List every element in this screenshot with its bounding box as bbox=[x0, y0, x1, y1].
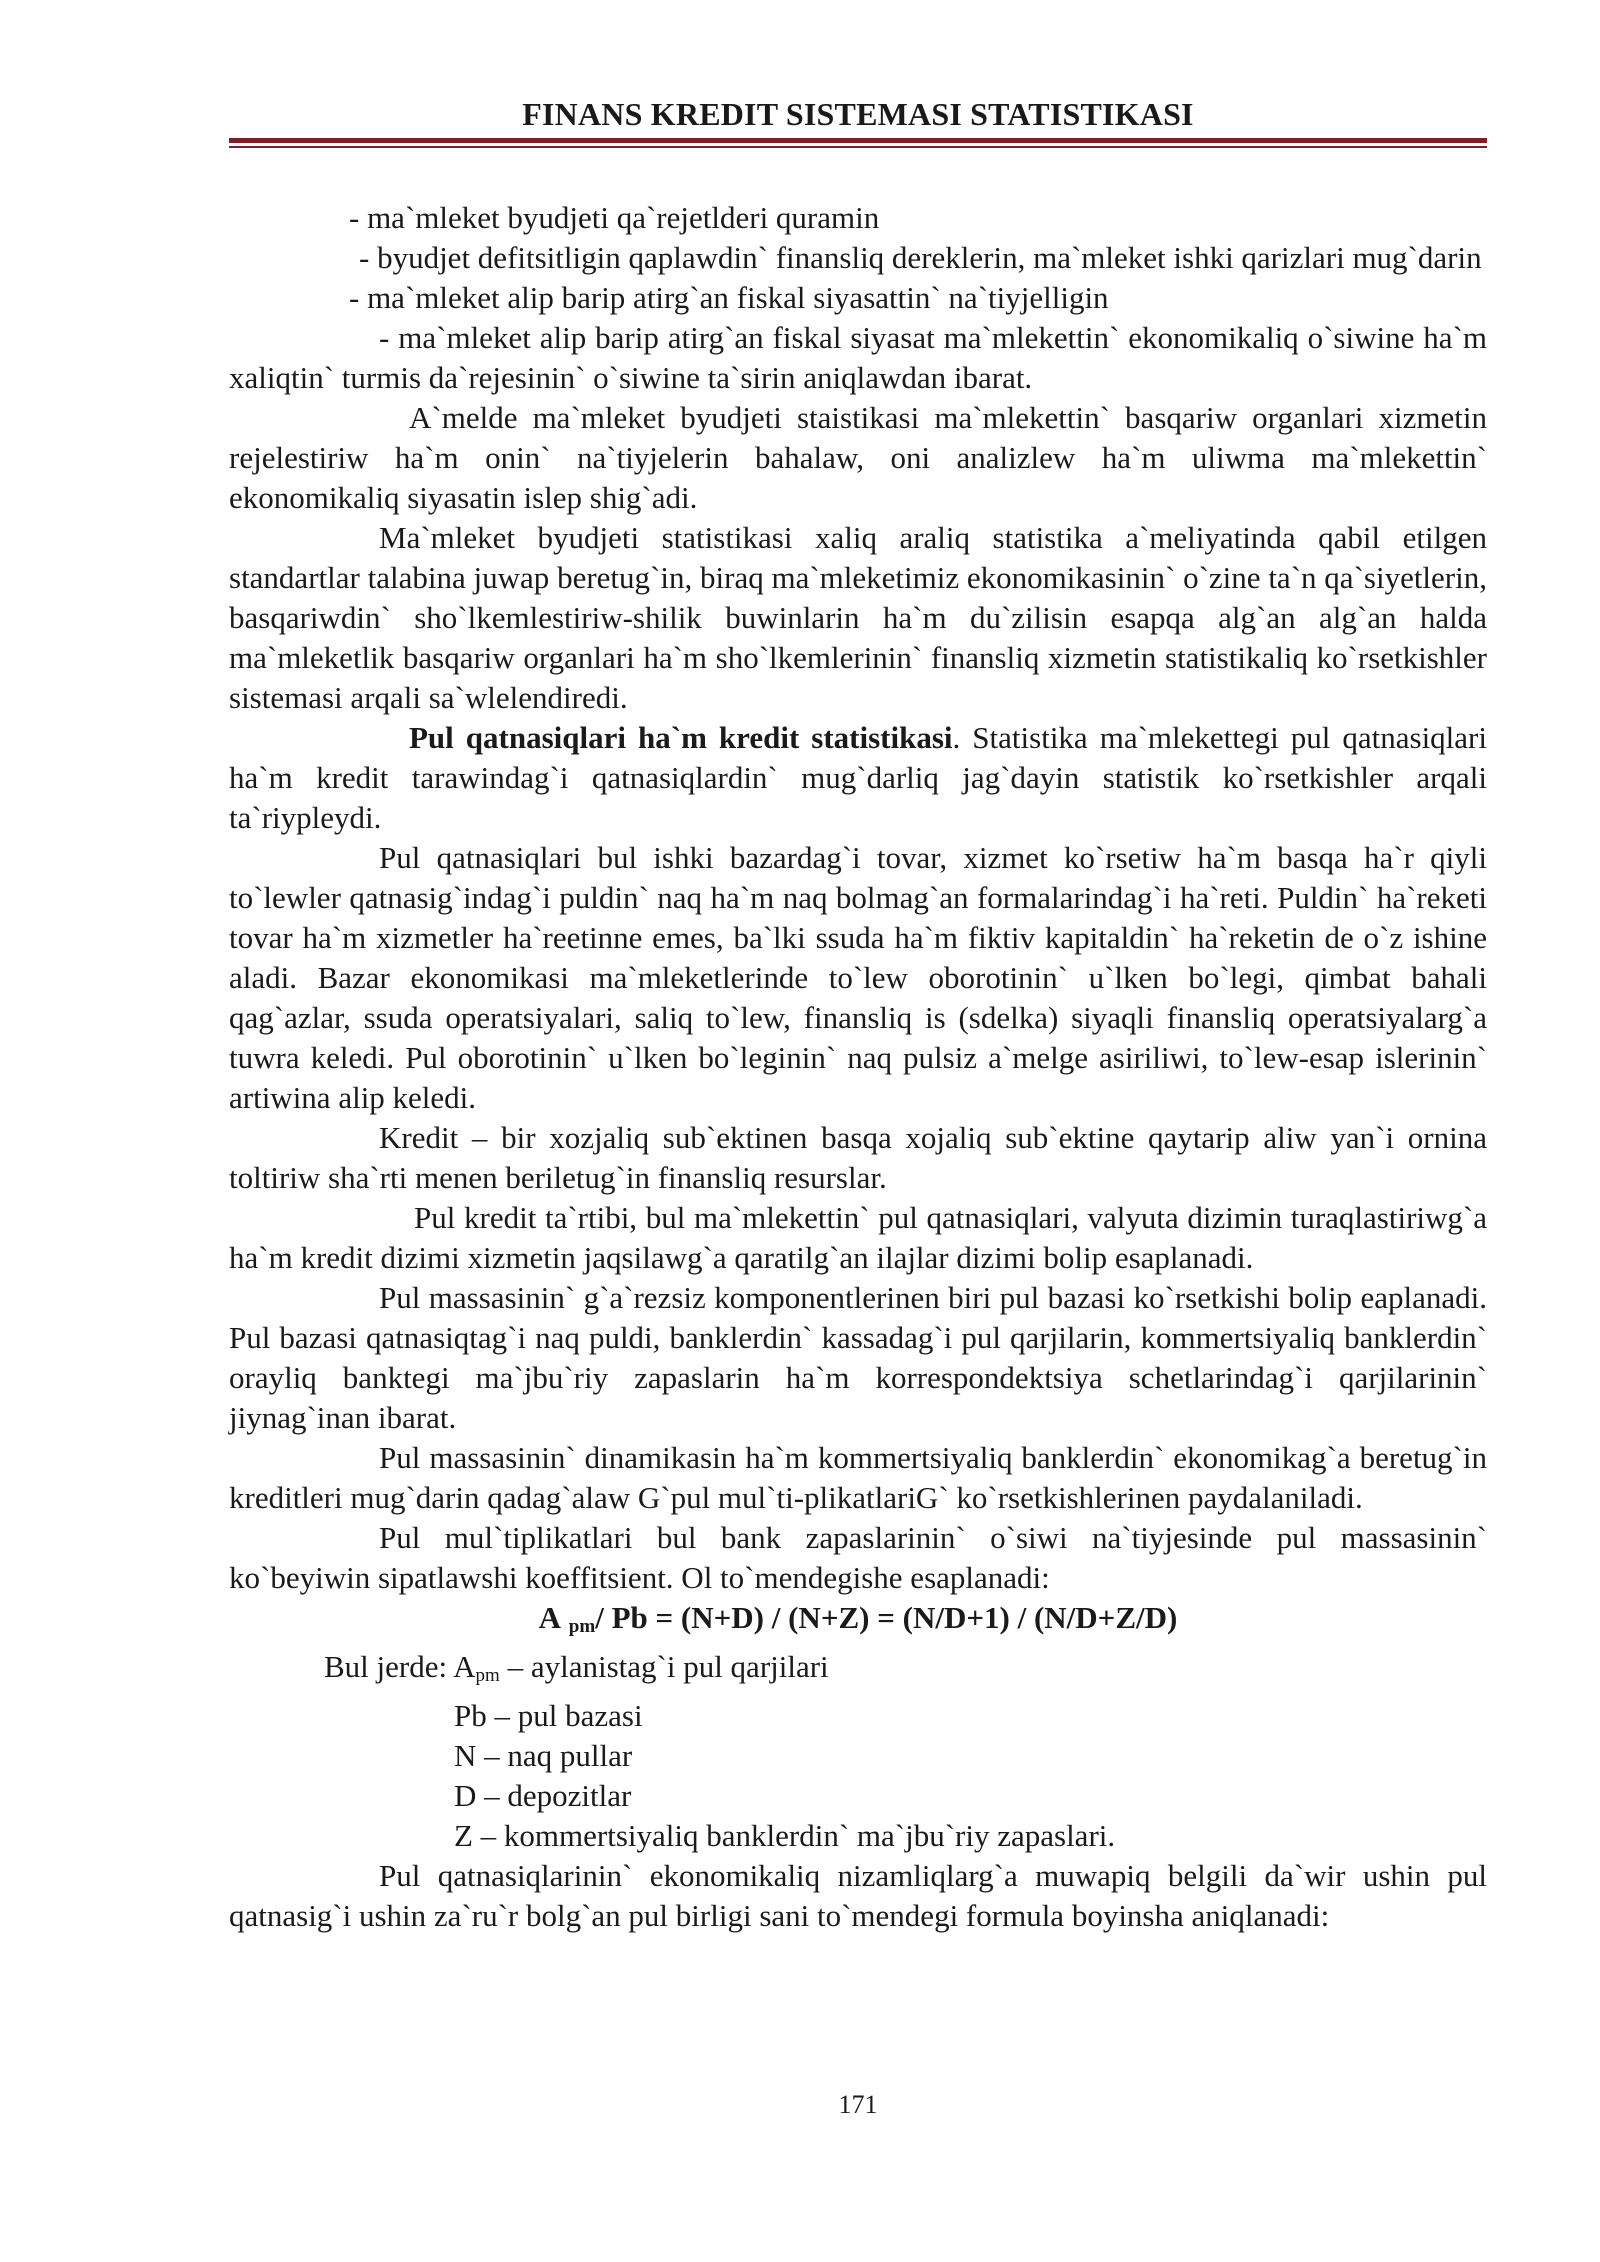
legend-item: N – naq pullar bbox=[454, 1738, 633, 1773]
body-paragraph: Pul qatnasiqlarinin` ekonomikaliq nizamliqlarg`a muwapiq belgili da`wir ushin pul qatnasig`i ushin za`ru`r bolg`an pul birligi sani to`mendegi formula boyinsha aniqlanadi: bbox=[229, 1858, 1487, 1933]
formula-expression: / Pb = (N+D) / (N+Z) = (N/D+1) / (N/D+Z/D) bbox=[595, 1600, 1178, 1635]
body-paragraph: Pul mul`tiplikatlari bul bank zapaslarinin` o`siwi na`tiyjesinde pul massasinin` ko`beyiwin sipatlawshi koeffitsient. Ol to`mendegishe esaplanadi: bbox=[229, 1520, 1487, 1595]
bullet-paragraph: - ma`mleket byudjeti qa`rejetlderi quramin bbox=[349, 200, 880, 235]
page-body bbox=[229, 198, 1487, 1936]
formula bbox=[229, 1598, 1487, 1647]
formula-subscript: pm bbox=[568, 1616, 596, 1637]
bullet-paragraph: - byudjet defitsitligin qaplawdin` finansliq dereklerin, ma`mleket ishki qarizlari mug`darin bbox=[359, 240, 1482, 275]
header-rule-thin bbox=[229, 146, 1487, 148]
bullet-paragraph: - ma`mleket alip barip atirg`an fiskal siyasattin` na`tiyjelligin bbox=[349, 280, 1109, 315]
body-paragraph: Kredit – bir xozjaliq sub`ektinen basqa xojaliq sub`ektine qaytarip aliw yan`i ornina toltiriw sha`rti menen beriletug`in finansliq resurslar. bbox=[229, 1120, 1487, 1195]
legend-lead-prefix: Bul jerde: A bbox=[324, 1649, 476, 1684]
bullet-paragraph: - ma`mleket alip barip atirg`an fiskal siyasat ma`mlekettin` ekonomikaliq o`siwine ha`m xaliqtin` turmis da`rejesinin` o`siwine ta`sirin aniqlawdan ibarat. bbox=[229, 320, 1487, 395]
running-header: FINANS KREDIT SISTEMASI STATISTIKASI bbox=[522, 96, 1194, 132]
section-paragraph-text: . Statistika ma`mlekettegi pul qatnasiqlari ha`m kredit tarawindag`i qatnasiqlardin` mug`darliq jag`dayin statistik ko`rsetkishler arqali ta`riypleydi. bbox=[229, 720, 1487, 835]
body-paragraph: Pul massasinin` dinamikasin ha`m kommertsiyaliq banklerdin` ekonomikag`a beretug`in kreditleri mug`darin qadag`alaw G`pul mul`ti-plikatlariG` ko`rsetkishlerinen paydalaniladi. bbox=[229, 1440, 1487, 1515]
legend-item: Z – kommertsiyaliq banklerdin` ma`jbu`riy zapaslari. bbox=[454, 1818, 1116, 1853]
page-number: 171 bbox=[838, 2090, 878, 2119]
section-heading: Pul qatnasiqlari ha`m kredit statistikasi bbox=[409, 720, 953, 755]
body-paragraph: A`melde ma`mleket byudjeti staistikasi ma`mlekettin` basqariw organlari xizmetin rejelestiriw ha`m onin` na`tiyjelerin bahalaw, oni analizlew ha`m uliwma ma`mlekettin` ekonomikaliq siyasatin islep shig`adi. bbox=[229, 400, 1487, 515]
legend-item: D – depozitlar bbox=[454, 1778, 632, 1813]
body-paragraph: Pul kredit ta`rtibi, bul ma`mlekettin` pul qatnasiqlari, valyuta dizimin turaqlastiriwg`a ha`m kredit dizimi xizmetin jaqsilawg`a qaratilg`an ilajlar dizimi bolip esaplanadi. bbox=[229, 1200, 1487, 1275]
legend-item: Pb – pul bazasi bbox=[454, 1698, 643, 1733]
body-paragraph: Ma`mleket byudjeti statistikasi xaliq araliq statistika a`meliyatinda qabil etilgen standartlar talabina juwap beretug`in, biraq ma`mleketimiz ekonomikasinin` o`zine ta`n qa`siyetlerin, basqariwdin` sho`lkemlestiriw-shilik buwinlarin ha`m du`zilisin esapqa alg`an alg`an halda ma`mleketlik basqariw organlari ha`m sho`lkemlerinin` finansliq xizmetin statistikaliq ko`rsetkishler sistemasi arqali sa`wlelendiredi. bbox=[229, 520, 1487, 715]
header-rule-thick bbox=[229, 138, 1487, 143]
legend-lead bbox=[229, 1647, 1487, 1696]
body-paragraph: Pul qatnasiqlari bul ishki bazardag`i tovar, xizmet ko`rsetiw ha`m basqa ha`r qiyli to`lewler qatnasig`indag`i puldin` naq ha`m naq bolmag`an formalarindag`i ha`reti. Puldin` ha`reketi tovar ha`m xizmetler ha`reetinne emes, ba`lki ssuda ha`m fiktiv kapitaldin` ha`reketin de o`z ishine aladi. Bazar ekonomikasi ma`mleketlerinde to`lew oborotinin` u`lken bo`legi, qimbat bahali qag`azlar, ssuda operatsiyalari, saliq to`lew, finansliq is (sdelka) siyaqli finansliq operatsiyalarg`a tuwra keledi. Pul oborotinin` u`lken bo`leginin` naq pulsiz a`melge asiriliwi, to`lew-esap islerinin` artiwina alip keledi. bbox=[229, 840, 1487, 1115]
legend-lead-subscript: pm bbox=[475, 1665, 500, 1686]
legend-lead-suffix: – aylanistag`i pul qarjilari bbox=[499, 1649, 829, 1684]
body-paragraph: Pul massasinin` g`a`rezsiz komponentlerinen biri pul bazasi ko`rsetkishi bolip eaplanadi. Pul bazasi qatnasiqtag`i naq puldi, banklerdin` kassadag`i pul qarjilarin, kommertsiyaliq banklerdin` orayliq banktegi ma`jbu`riy zapaslarin ha`m korrespondektsiya schetlarindag`i qarjilarinin` jiynag`inan ibarat. bbox=[229, 1280, 1487, 1435]
formula-symbol: A bbox=[538, 1600, 562, 1635]
section-paragraph bbox=[229, 718, 1487, 838]
